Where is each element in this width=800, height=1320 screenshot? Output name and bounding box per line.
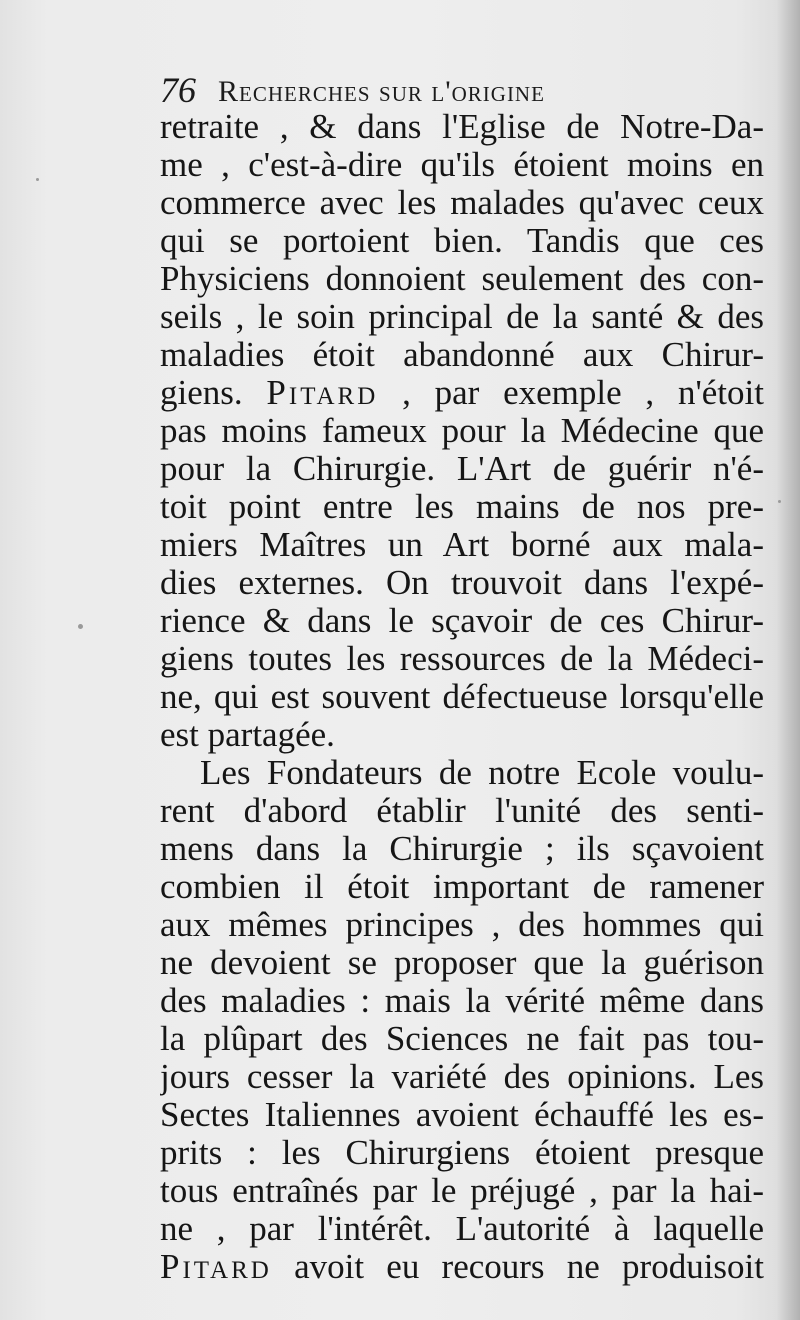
text-line-6: seils , le soin principal de la santé & des [160, 298, 764, 336]
text-line-23: ne devoient se proposer que la guérison [160, 944, 764, 982]
text-line-21: combien il étoit important de ramener [160, 868, 764, 906]
text-line-2: me , c'est-à-dire qu'ils étoient moins en [160, 146, 764, 184]
page-edge-shadow [776, 0, 800, 1320]
text-line-13: dies externes. On trouvoit dans l'expé- [160, 564, 764, 602]
text-line-31-end: avoit eu recours ne produisoit [271, 1248, 764, 1286]
text-line-18: Les Fondateurs de notre Ecole voulu- [200, 754, 764, 792]
text-line-8 [160, 374, 764, 412]
text-line-8-start: giens. [160, 374, 267, 412]
text-line-1: retraite , & dans l'Eglise de Notre-Da- [160, 108, 764, 146]
name-pitard-2: Pitard [160, 1248, 272, 1286]
text-line-20: mens dans la Chirurgie ; ils sçavoient [160, 830, 764, 868]
ink-speck [778, 500, 781, 503]
ink-speck [36, 178, 39, 181]
text-line-5: Physiciens donnoient seulement des con- [160, 260, 764, 298]
ink-speck [78, 624, 83, 629]
running-head: Recherches sur l'origine [218, 75, 545, 108]
text-line-16: ne, qui est souvent défectueuse lorsqu'elle [160, 678, 764, 716]
text-line-11: toit point entre les mains de nos pre- [160, 488, 764, 526]
text-line-7: maladies étoit abandonné aux Chirur- [160, 336, 764, 374]
text-line-27: Sectes Italiennes avoient échauffé les es- [160, 1096, 764, 1134]
text-line-29: tous entraînés par le préjugé , par la hai- [160, 1172, 764, 1210]
text-line-15: giens toutes les ressources de la Médeci- [160, 640, 764, 678]
text-line-3: commerce avec les malades qu'avec ceux [160, 184, 764, 222]
text-line-10: pour la Chirurgie. L'Art de guérir n'é- [160, 450, 764, 488]
text-line-26: jours cesser la variété des opinions. Les [160, 1058, 764, 1096]
text-line-31 [160, 1248, 764, 1286]
body-text [160, 108, 764, 1286]
page-number: 76 [160, 70, 196, 110]
text-line-8-end: , par exemple , n'étoit [402, 374, 764, 412]
text-line-30: ne , par l'intérêt. L'autorité à laquelle [160, 1210, 764, 1248]
text-line-12: miers Maîtres un Art borné aux mala- [160, 526, 764, 564]
text-line-9: pas moins fameux pour la Médecine que [160, 412, 764, 450]
name-pitard: Pitard [266, 374, 379, 412]
text-line-19: rent d'abord établir l'unité des senti- [160, 792, 764, 830]
text-line-17: est partagée. [160, 716, 335, 754]
text-line-22: aux mêmes principes , des hommes qui [160, 906, 764, 944]
text-line-24: des maladies : mais la vérité même dans [160, 982, 764, 1020]
text-line-28: prits : les Chirurgiens étoient presque [160, 1134, 764, 1172]
text-line-4: qui se portoient bien. Tandis que ces [160, 222, 764, 260]
text-line-25: la plûpart des Sciences ne fait pas tou- [160, 1020, 764, 1058]
text-line-14: rience & dans le sçavoir de ces Chirur- [160, 602, 764, 640]
